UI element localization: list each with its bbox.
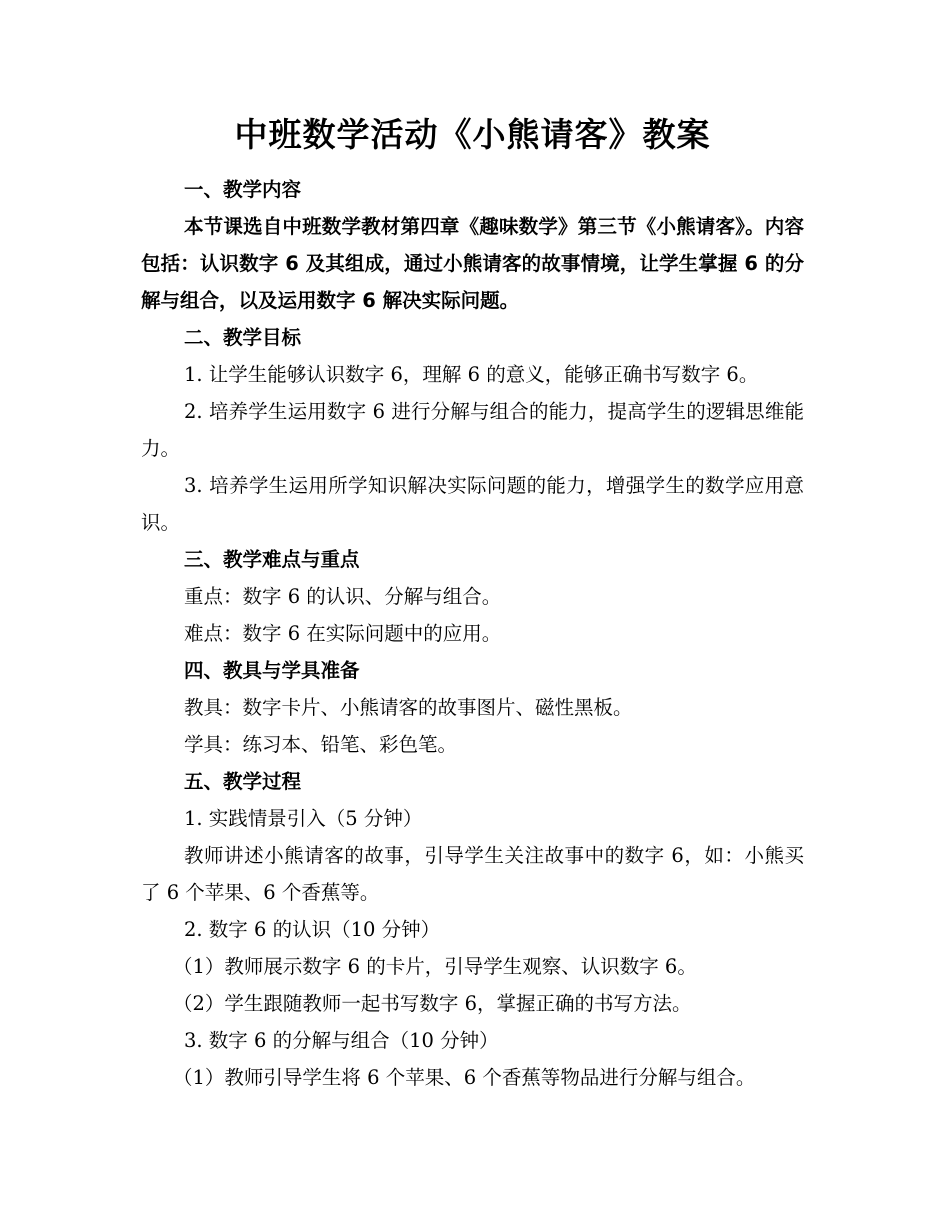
goal-item-2: 2. 培养学生运用数字 6 进行分解与组合的能力，提高学生的逻辑思维能力。 bbox=[141, 400, 804, 460]
step-2-item-2: （2）学生跟随教师一起书写数字 6，掌握正确的书写方法。 bbox=[173, 992, 692, 1015]
document-title: 中班数学活动《小熊请客》教案 bbox=[234, 115, 711, 154]
section-heading-process: 五、教学过程 bbox=[184, 770, 302, 793]
section-heading-goals: 二、教学目标 bbox=[184, 326, 302, 349]
section-heading-focus: 三、教学难点与重点 bbox=[184, 548, 360, 571]
section-heading-tools: 四、教具与学具准备 bbox=[184, 659, 360, 682]
section-heading-content: 一、教学内容 bbox=[184, 178, 302, 201]
difficult-point: 难点：数字 6 在实际问题中的应用。 bbox=[184, 622, 502, 645]
step-2-item-1: （1）教师展示数字 6 的卡片，引导学生观察、认识数字 6。 bbox=[173, 955, 697, 978]
content-paragraph: 本节课选自中班数学教材第四章《趣味数学》第三节《小熊请客》。内容包括：认识数字 6 及其组成，通过小熊请客的故事情境，让学生掌握 6 的分解与组合，以及运用数字 6 解决实际问题。 bbox=[141, 215, 804, 312]
step-1-text: 教师讲述小熊请客的故事，引导学生关注故事中的数字 6，如：小熊买了 6 个苹果、6 个香蕉等。 bbox=[141, 844, 804, 904]
step-3-item-1: （1）教师引导学生将 6 个苹果、6 个香蕉等物品进行分解与组合。 bbox=[173, 1066, 756, 1089]
student-tools: 学具：练习本、铅笔、彩色笔。 bbox=[184, 733, 458, 756]
step-3-title: 3. 数字 6 的分解与组合（10 分钟） bbox=[184, 1029, 499, 1052]
teacher-tools: 教具：数字卡片、小熊请客的故事图片、磁性黑板。 bbox=[184, 696, 633, 719]
key-point: 重点：数字 6 的认识、分解与组合。 bbox=[184, 585, 502, 608]
goal-item-3: 3. 培养学生运用所学知识解决实际问题的能力，增强学生的数学应用意识。 bbox=[141, 474, 804, 534]
step-1-title: 1. 实践情景引入（5 分钟） bbox=[184, 807, 423, 830]
step-2-title: 2. 数字 6 的认识（10 分钟） bbox=[184, 918, 441, 941]
goal-item-1: 1. 让学生能够认识数字 6，理解 6 的意义，能够正确书写数字 6。 bbox=[184, 363, 759, 386]
